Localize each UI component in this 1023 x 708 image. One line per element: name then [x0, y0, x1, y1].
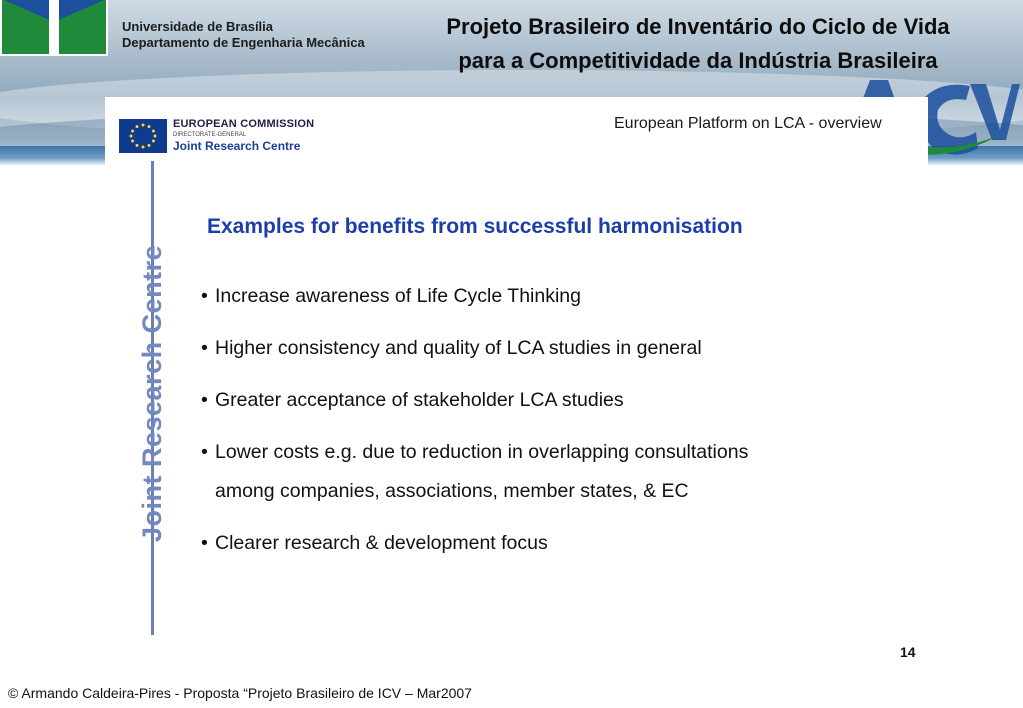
unb-logo-icon [0, 0, 108, 56]
bullet-text: Higher consistency and quality of LCA studies in general [215, 337, 702, 359]
bullet-text: Increase awareness of Life Cycle Thinking [215, 285, 581, 307]
project-title-line1: Projeto Brasileiro de Inventário do Ciclo de Vida [446, 14, 950, 39]
bullet-text: Lower costs e.g. due to reduction in overlapping consultations [215, 441, 749, 463]
bullet-mark: • [201, 441, 208, 463]
bullet-item [201, 381, 624, 420]
department-line: Departamento de Engenharia Mecânica [122, 35, 365, 50]
bullet-continuation [201, 472, 689, 511]
university-name [122, 19, 365, 51]
project-title [388, 10, 1008, 78]
bullet-item [201, 433, 748, 472]
slide-heading: Examples for benefits from successful harmonisation [207, 215, 743, 238]
bullet-text: Greater acceptance of stakeholder LCA studies [215, 389, 624, 411]
bullet-text: Clearer research & development focus [215, 532, 548, 554]
ec-subtitle: DIRECTORATE-GENERAL [173, 132, 247, 138]
ec-title: EUROPEAN COMMISSION [173, 118, 315, 130]
bullet-item [201, 277, 581, 316]
university-line: Universidade de Brasília [122, 19, 274, 34]
bullet-mark: • [201, 285, 208, 307]
project-title-line2: para a Competitividade da Indústria Brasileira [458, 48, 938, 73]
bullet-mark: • [201, 532, 208, 554]
bullet-text: among companies, associations, member states, & EC [215, 480, 689, 502]
bullet-item [201, 329, 702, 368]
ec-jrc: Joint Research Centre [173, 139, 301, 153]
bullet-item [201, 524, 548, 563]
slide-panel [105, 97, 928, 667]
bullet-mark: • [201, 337, 208, 359]
ec-label [173, 118, 314, 153]
eu-flag-icon [119, 119, 167, 153]
jrc-vertical-label: Joint Research Centre [137, 244, 167, 542]
footer-copyright: © Armando Caldeira-Pires - Proposta “Projeto Brasileiro de ICV – Mar2007 [8, 685, 472, 701]
platform-title: European Platform on LCA - overview [614, 115, 882, 132]
bullet-mark: • [201, 389, 208, 411]
page-number: 14 [900, 644, 916, 660]
